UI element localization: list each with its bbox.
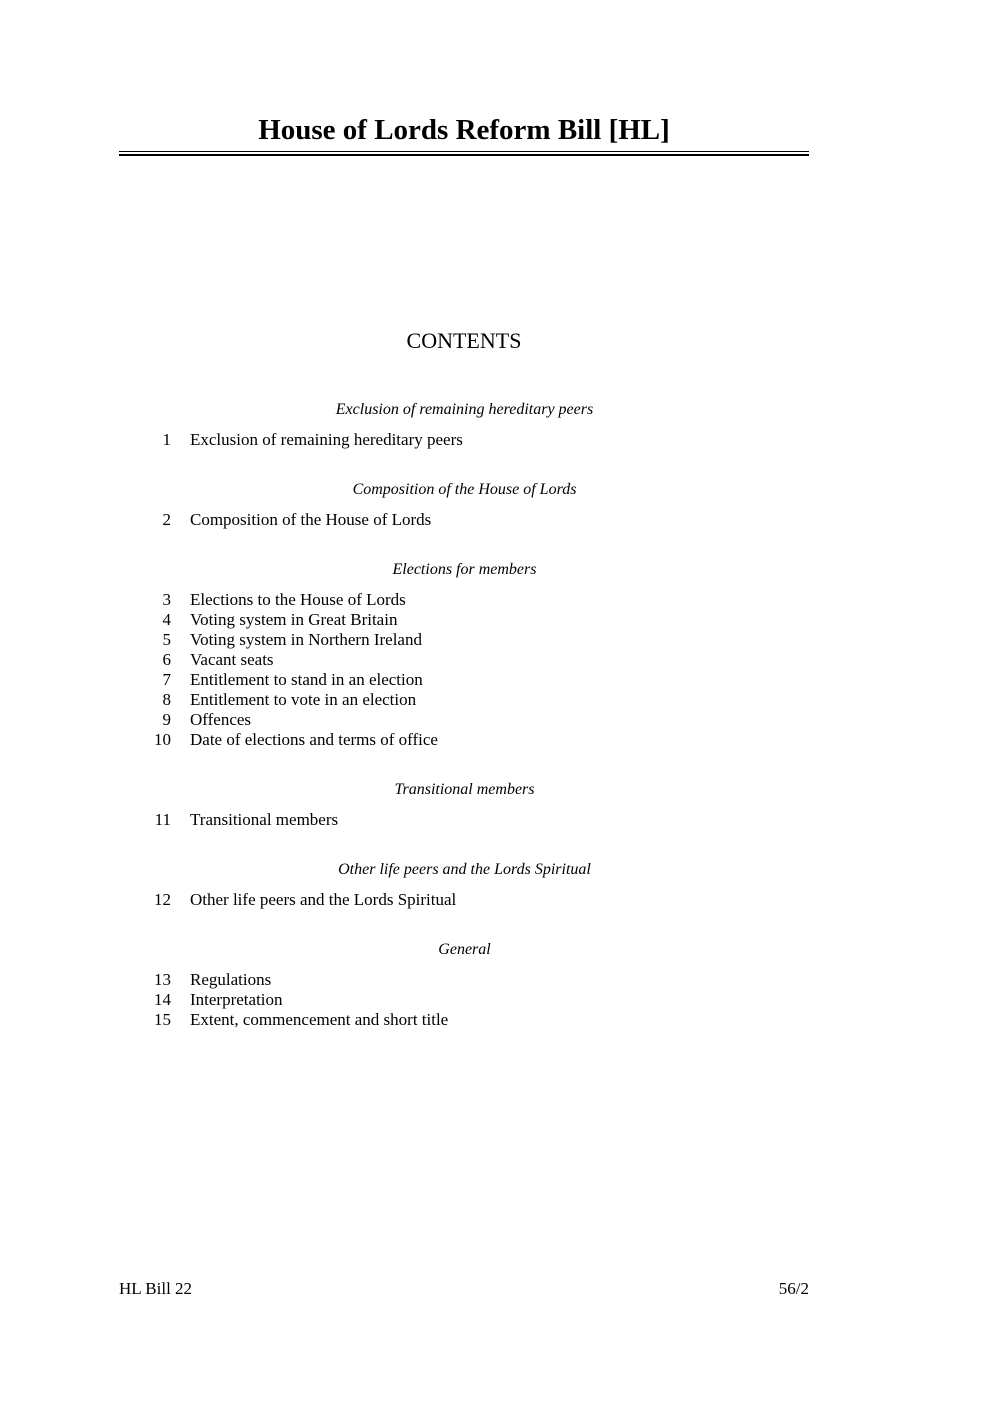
toc-item[interactable] bbox=[119, 710, 809, 730]
document-title: House of Lords Reform Bill [HL] bbox=[258, 114, 670, 146]
toc-group-heading: Composition of the House of Lords bbox=[352, 481, 577, 498]
toc-group-heading: Elections for members bbox=[392, 561, 537, 578]
toc-group bbox=[119, 780, 809, 830]
toc-item-label: Date of elections and terms of office bbox=[190, 730, 438, 749]
toc-item[interactable] bbox=[119, 990, 809, 1010]
title-rule-thin bbox=[119, 151, 809, 152]
footer-print-reference: 56/2 bbox=[778, 1279, 809, 1298]
toc-item-number: 8 bbox=[162, 690, 171, 709]
toc-item-number: 10 bbox=[154, 730, 171, 749]
contents-heading: CONTENTS bbox=[406, 328, 522, 353]
toc-item-label: Transitional members bbox=[190, 810, 339, 829]
toc-item-label: Composition of the House of Lords bbox=[190, 510, 432, 529]
toc-group-heading: Transitional members bbox=[394, 781, 535, 798]
toc-item[interactable] bbox=[119, 510, 809, 530]
toc-item[interactable] bbox=[119, 670, 809, 690]
toc-item[interactable] bbox=[119, 890, 809, 910]
toc-group bbox=[119, 480, 809, 530]
toc-item-label: Entitlement to vote in an election bbox=[190, 690, 417, 709]
toc-item-label: Extent, commencement and short title bbox=[190, 1010, 449, 1029]
toc-item-label: Other life peers and the Lords Spiritual bbox=[190, 890, 457, 909]
toc-item-number: 7 bbox=[162, 670, 171, 689]
toc-item-number: 12 bbox=[154, 890, 171, 909]
toc-item[interactable] bbox=[119, 590, 809, 610]
toc-item-number: 15 bbox=[154, 1010, 171, 1029]
toc-item-label: Regulations bbox=[190, 970, 272, 989]
toc-item[interactable] bbox=[119, 970, 809, 990]
toc-item-label: Interpretation bbox=[190, 990, 283, 1009]
toc-group bbox=[119, 860, 809, 910]
toc-group-heading: Other life peers and the Lords Spiritual bbox=[338, 861, 591, 878]
table-of-contents bbox=[119, 400, 809, 1060]
toc-group bbox=[119, 400, 809, 450]
toc-item-label: Offences bbox=[190, 710, 252, 729]
footer-bill-reference: HL Bill 22 bbox=[119, 1279, 193, 1298]
toc-item-number: 14 bbox=[154, 990, 171, 1009]
toc-item-number: 2 bbox=[162, 510, 171, 529]
toc-item-number: 13 bbox=[154, 970, 171, 989]
toc-group-heading: General bbox=[438, 941, 491, 958]
toc-item-label: Entitlement to stand in an election bbox=[190, 670, 423, 689]
toc-item[interactable] bbox=[119, 650, 809, 670]
toc-item-number: 11 bbox=[154, 810, 171, 829]
toc-item-label: Vacant seats bbox=[190, 650, 274, 669]
toc-item-number: 6 bbox=[162, 650, 171, 669]
toc-item-label: Exclusion of remaining hereditary peers bbox=[190, 430, 463, 449]
toc-item[interactable] bbox=[119, 810, 809, 830]
toc-item[interactable] bbox=[119, 430, 809, 450]
toc-item[interactable] bbox=[119, 1010, 809, 1030]
toc-item-label: Voting system in Northern Ireland bbox=[190, 630, 422, 649]
toc-item[interactable] bbox=[119, 610, 809, 630]
toc-group-heading: Exclusion of remaining hereditary peers bbox=[335, 401, 594, 418]
toc-item-number: 9 bbox=[162, 710, 171, 729]
toc-item[interactable] bbox=[119, 730, 809, 750]
toc-item[interactable] bbox=[119, 630, 809, 650]
toc-item-number: 3 bbox=[162, 590, 171, 609]
toc-item-number: 5 bbox=[162, 630, 171, 649]
toc-group bbox=[119, 940, 809, 1030]
toc-item-label: Elections to the House of Lords bbox=[190, 590, 406, 609]
toc-item[interactable] bbox=[119, 690, 809, 710]
toc-item-label: Voting system in Great Britain bbox=[190, 610, 398, 629]
title-rule-thick bbox=[119, 154, 809, 156]
toc-group bbox=[119, 560, 809, 750]
toc-item-number: 1 bbox=[162, 430, 171, 449]
toc-item-number: 4 bbox=[162, 610, 171, 629]
